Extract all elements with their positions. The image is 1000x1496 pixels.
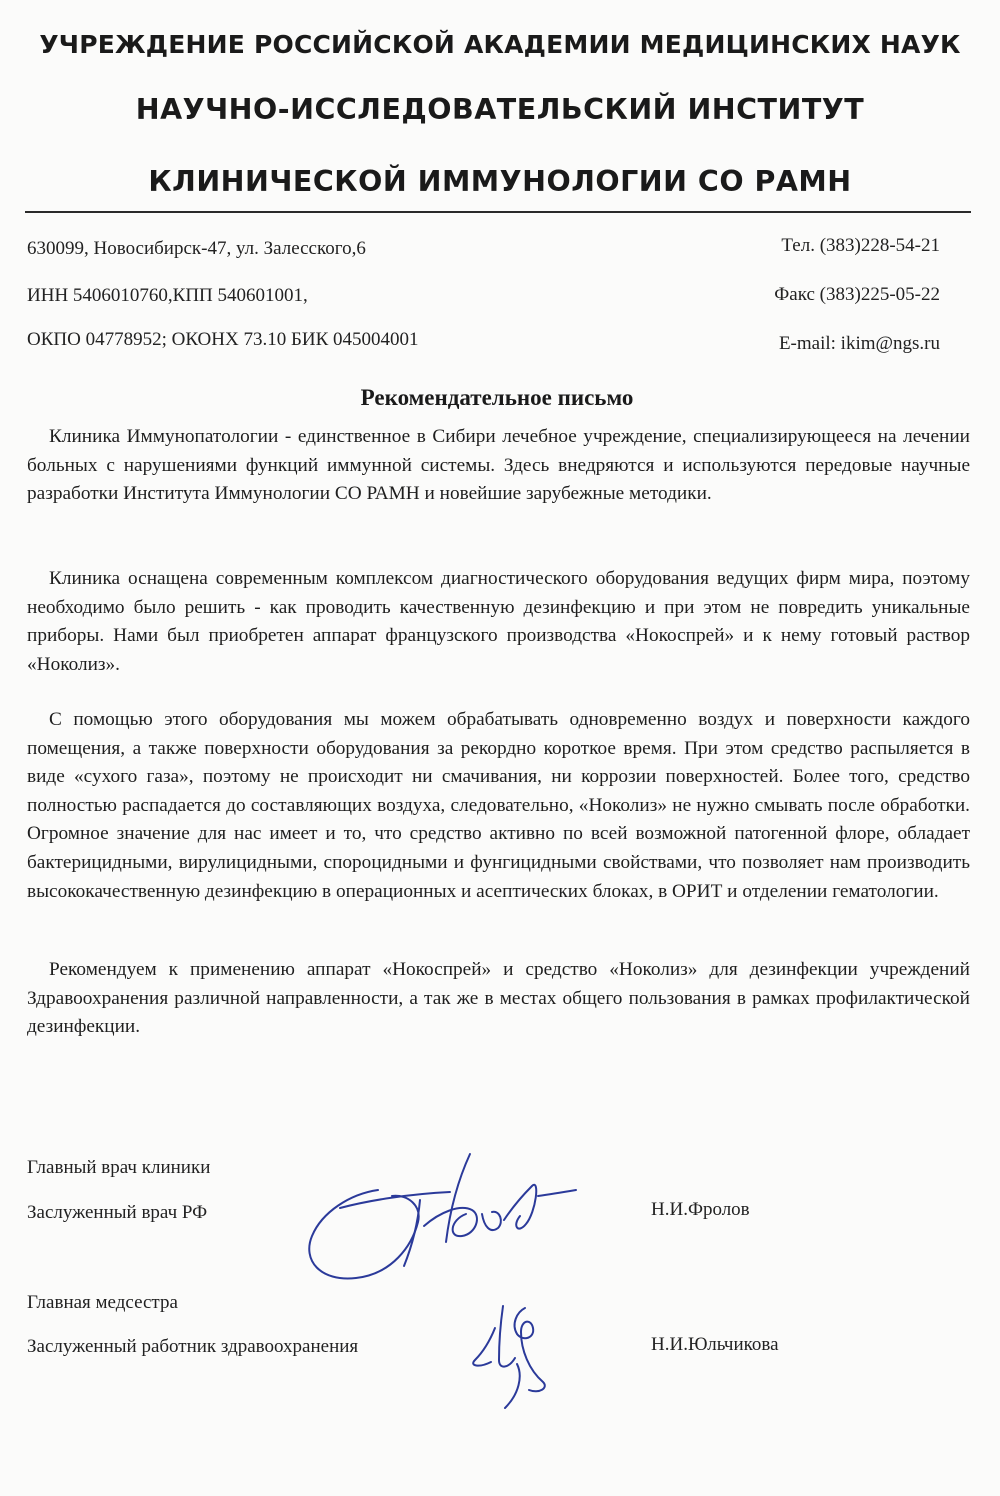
header-divider (25, 211, 971, 213)
phone: Тел. (383)228-54-21 (781, 235, 940, 256)
chief-position-line-1: Главный врач клиники (27, 1157, 211, 1178)
address: 630099, Новосибирск-47, ул. Залесского,6 (27, 238, 366, 259)
chief-name: Н.И.Фролов (651, 1199, 750, 1220)
paragraph-4: Рекомендуем к применению аппарат «Нокоспрей» и средство «Ноколиз» для дезинфекции учреждений Здравоохранения различной направленности, а так же в местах общего пользования в рамках профилактической дезинфекции. (27, 959, 970, 1038)
nurse-signature-image (465, 1298, 565, 1413)
chief-signature-image (300, 1150, 580, 1295)
nurse-position-line-2: Заслуженный работник здравоохранения (27, 1336, 359, 1357)
institution-name-line-1: НАУЧНО-ИССЛЕДОВАТЕЛЬСКИЙ ИНСТИТУТ (135, 93, 865, 126)
paragraph-3: С помощью этого оборудования мы можем обрабатывать одновременно воздух и поверхности каждого помещения, а также поверхности оборудования за рекордно короткое время. При этом средство распыляется в виде «сухого газа», поэтому не происходит ни смачивания, ни коррозии поверхностей. Более того, средство полностью распадается до составляющих воздуха, следовательно, «Ноколиз» не нужно смывать после обработки. Огромное значение для нас имеет и то, что средство активно по всей возможной патогенной флоре, обладает бактерицидными, вирулицидными, спороцидными и фунгицидными свойствами, что позволяет нам производить высококачественную дезинфекцию в операционных и асептических блоках, в ОРИТ и отделении гематологии. (27, 709, 970, 902)
nurse-position-line-1: Главная медсестра (27, 1292, 178, 1313)
letter-title: Рекомендательное письмо (360, 385, 634, 410)
paragraph-2: Клиника оснащена современным комплексом диагностического оборудования ведущих фирм мира, поэтому необходимо было решить - как проводить качественную дезинфекцию и при этом не повредить уникальные приборы. Нами был приобретен аппарат французского производства «Нокоспрей» и к нему готовый раствор «Ноколиз». (27, 568, 970, 675)
institution-name-line-2: КЛИНИЧЕСКОЙ ИММУНОЛОГИИ СО РАМН (148, 165, 852, 198)
institution-parent-name: УЧРЕЖДЕНИЕ РОССИЙСКОЙ АКАДЕМИИ МЕДИЦИНСКИХ НАУК (39, 30, 961, 59)
okpo-okonh-bik: ОКПО 04778952; ОКОНХ 73.10 БИК 045004001 (27, 329, 419, 350)
inn-kpp: ИНН 5406010760,КПП 540601001, (27, 285, 308, 306)
nurse-name: Н.И.Юльчикова (651, 1334, 779, 1355)
fax: Факс (383)225-05-22 (774, 284, 940, 305)
email: E-mail: ikim@ngs.ru (778, 333, 940, 354)
paragraph-1: Клиника Иммунопатологии - единственное в Сибири лечебное учреждение, специализирующееся на лечении больных с нарушениями функций иммунной системы. Здесь внедряются и используются передовые научные разработки Института Иммунологии СО РАМН и новейшие зарубежные методики. (27, 426, 970, 505)
chief-position-line-2: Заслуженный врач РФ (27, 1202, 208, 1223)
